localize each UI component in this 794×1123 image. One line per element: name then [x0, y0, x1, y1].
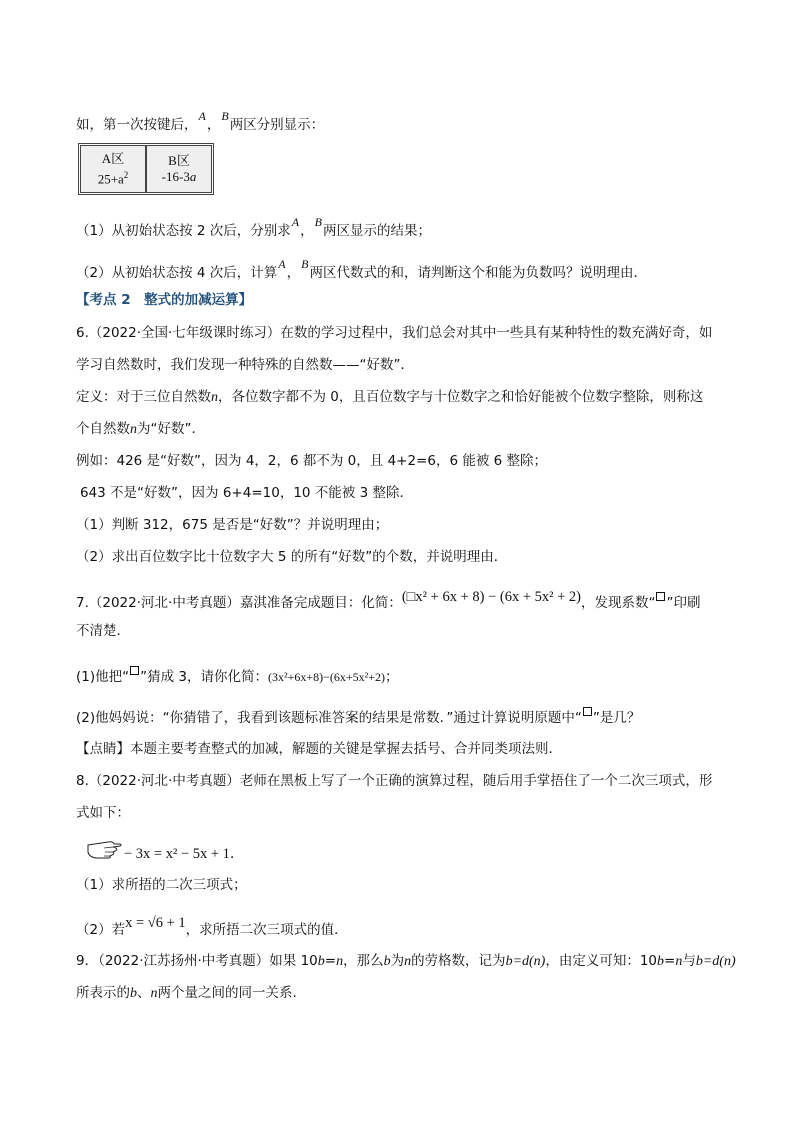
- separator: ，: [300, 223, 314, 239]
- p7-sub1-text-2: ”猜成 3，请你化简：: [140, 669, 268, 685]
- var-n: n: [675, 954, 683, 969]
- var-b: b: [130, 986, 137, 1001]
- p7-text-3: ”印刷: [666, 595, 701, 611]
- p7-remark: 【点睛】本题主要考查整式的加减，解题的关键是掌握去括号、合并同类项法则．: [76, 741, 562, 757]
- def-text: 定义：对于三位自然数: [76, 389, 211, 405]
- b-zone-title: B区: [168, 153, 190, 168]
- p8-sub-1: （1）求所捂的二次三项式；: [76, 877, 247, 893]
- separator: ，: [206, 117, 221, 133]
- p7-sub-1: [76, 668, 399, 686]
- p7-line-2: 不清楚．: [76, 623, 130, 639]
- p7-sub-2: [76, 709, 640, 727]
- a-zone-title: A区: [101, 150, 125, 166]
- a-zone-value: [98, 167, 129, 187]
- p7-sub1-text: (1)他把“: [76, 669, 130, 685]
- var-n: n: [130, 422, 137, 437]
- q2-text-2: 两区代数式的和，请判断这个和能为负数吗？说明理由．: [309, 265, 647, 281]
- b-zone-var: a: [189, 169, 197, 184]
- var-b: b: [657, 954, 665, 969]
- intro-text: 如，第一次按键后，: [76, 117, 198, 133]
- b-zone-cell: [145, 146, 211, 192]
- var-a: A: [198, 109, 206, 123]
- blank-box-icon: [130, 666, 139, 675]
- section-heading: 【考点 2 整式的加减运算】: [76, 292, 253, 308]
- q1-text-2: 两区显示的结果；: [322, 223, 431, 239]
- p8-equation: − 3x = x² − 5x + 1．: [124, 846, 245, 862]
- p7-sub1-formula: (3x²+6x+8)−(6x+5x²+2): [268, 670, 386, 684]
- b-zone-value: [162, 169, 197, 185]
- a-zone-cell: [81, 146, 145, 192]
- p9-text-5: ，由定义可知：10: [545, 953, 658, 969]
- intro-text-2: 两区分别显示：: [229, 117, 325, 133]
- var-n: n: [150, 986, 158, 1001]
- var-b: b: [317, 954, 325, 969]
- p8-sub-2: [76, 915, 348, 939]
- a-zone-exponent: 2: [123, 169, 129, 180]
- p6-sub-2: （2）求出百位数字比十位数字大 5 的所有“好数”的个数，并说明理由．: [76, 549, 508, 565]
- p7-sub2-text-2: ”是几？: [592, 710, 641, 726]
- p6-definition-2: [76, 420, 205, 439]
- p8-line-1: 8.（2022·河北·中考真题）老师在黑板上写了一个正确的演算过程，随后用手掌捂住了一个二次三项式，形: [76, 773, 713, 789]
- ab-display-table: [78, 143, 214, 195]
- p7-line-1: [76, 589, 701, 612]
- p8-sub2-text: （2）若: [76, 922, 126, 938]
- q1-text: （1）从初始状态按 2 次后，分别求: [76, 223, 291, 239]
- p9-line2-text: 所表示的: [76, 985, 130, 1001]
- var-b: B: [221, 109, 229, 123]
- p8-sub2-formula: x = √6 + 1: [125, 915, 186, 931]
- p7-sub2-text: (2)他妈妈说：“你猜错了，我看到该题标准答案的结果是常数．”通过计算说明原题中“: [76, 710, 582, 726]
- p6-sub-1: （1）判断 312，675 是否是“好数”？并说明理由；: [76, 517, 389, 533]
- palm-hand-icon: [86, 838, 122, 860]
- intro-line: [76, 109, 325, 134]
- p9-equals: =: [324, 953, 337, 969]
- var-n: n: [336, 954, 344, 969]
- var-a: A: [291, 215, 300, 229]
- p6-line-1: 6.（2022·全国·七年级课时练习）在数的学习过程中，我们总会对其中一些具有某种特性的数充满好奇，如: [76, 325, 713, 341]
- a-zone-expr: 25+a: [97, 171, 124, 187]
- q2-text: （2）从初始状态按 4 次后，计算: [76, 265, 278, 281]
- p9-def-expr: b=d(n): [505, 954, 546, 969]
- var-a: A: [278, 257, 286, 271]
- p9-text: 9．（2022·江苏扬州·中考真题）如果 10: [76, 953, 318, 969]
- def2-text: 个自然数: [76, 421, 130, 437]
- p9-line2-sep: 、: [137, 985, 151, 1001]
- p9-text-3: 为: [390, 953, 405, 969]
- var-n: n: [211, 390, 218, 405]
- p7-text-2: ，发现系数“: [580, 595, 656, 611]
- var-b: B: [301, 257, 309, 271]
- p8-sub2-text-2: ，求所捂二次三项式的值．: [185, 922, 348, 938]
- p7-text: 7.（2022·河北·中考真题）嘉淇准备完成题目：化简：: [76, 595, 402, 611]
- p6-definition: [76, 388, 703, 407]
- p9-line-2: [76, 984, 306, 1003]
- b-zone-expr: -16-3: [161, 169, 190, 184]
- def2-text-2: 为“好数”．: [137, 421, 205, 437]
- p8-line-2: 式如下：: [76, 805, 130, 821]
- p9-text-2: ，那么: [343, 953, 384, 969]
- question-2: [76, 257, 647, 282]
- p7-formula: (□x² + 6x + 8) − (6x + 5x² + 2): [401, 589, 581, 605]
- p9-equals: =: [664, 953, 676, 969]
- separator: ，: [286, 265, 301, 281]
- p9-line-1: [76, 952, 736, 971]
- p7-sub1-text-3: ；: [385, 669, 399, 685]
- p9-text-6: 与: [682, 953, 696, 969]
- p9-line2-text-2: 两个量之间的同一关系．: [157, 985, 306, 1001]
- question-1: [76, 215, 431, 240]
- p6-example-1: 例如：426 是“好数”，因为 4，2，6 都不为 0，且 4+2=6，6 能被 6 整除；: [76, 453, 548, 469]
- p9-def-expr: b=d(n): [695, 954, 736, 969]
- def-text-2: ，各位数字都不为 0，且百位数字与十位数字之和恰好能被个位数字整除，则称这: [218, 389, 704, 405]
- blank-box-icon: [583, 707, 592, 716]
- p6-example-2: 643 不是“好数”，因为 6+4=10，10 不能被 3 整除．: [80, 485, 413, 501]
- var-n: n: [404, 954, 412, 969]
- p9-text-4: 的劳格数，记为: [411, 953, 506, 969]
- var-b: B: [314, 215, 322, 229]
- blank-box-icon: [656, 592, 665, 601]
- var-b: b: [383, 954, 391, 969]
- p6-line-2: 学习自然数时，我们发现一种特殊的自然数——“好数”．: [76, 357, 414, 373]
